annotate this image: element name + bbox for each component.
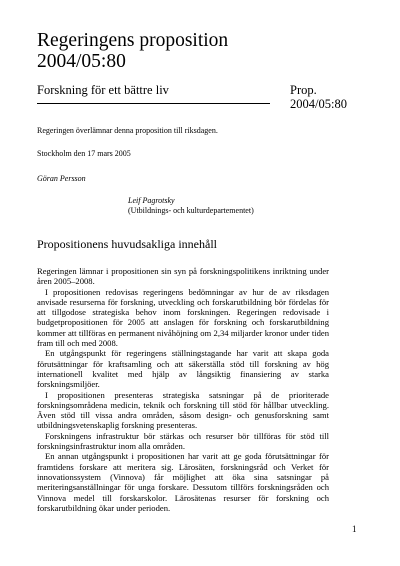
document-title <box>37 30 228 72</box>
title-line-1: Regeringens proposition <box>37 30 229 51</box>
body-paragraph: I propositionen redovisas regeringens bedömningar av hur de av riksdagen anvisade resurserna för forskning, utveckling och forskarutbildning bör fördelas för att tillgodose strategiska behov inom forskningen. Regeringen redovisade i budgetpropositionen för 2005 att anslagen för forskning och forskarutbildning kommer att tillföras en permanent nivåhöjning om 2,34 miljarder kronor under tiden fram till och med 2008. <box>37 286 329 349</box>
body-paragraph: En annan utgångspunkt i propositionen har varit att ge goda förutsättningar för framtidens forskare att meritera sig. Lärosäten, forskningsråd och Verket för innovationssystem (Vinnova) får möjlighet att öka sina satsningar på meriteringsanställningar för unga forskare. Dessutom tillförs forskningsråden och Vinnova medel till forskarskolor. Lärosätenas resurser för forskning och forskarutbildning ökar under perioden. <box>37 451 329 513</box>
prop-label: Prop. <box>290 83 317 97</box>
page-number: 1 <box>352 524 357 534</box>
body-paragraph: Forskningens infrastruktur bör stärkas och resurser bör tillföras för stöd till forskningsinfrastruktur inom alla områden. <box>37 430 329 452</box>
section-body <box>37 266 329 513</box>
document-subtitle: Forskning för ett bättre liv <box>37 83 169 97</box>
intro-statement: Regeringen överlämnar denna proposition till riksdagen. <box>37 126 218 135</box>
prop-reference <box>290 83 347 111</box>
body-paragraph: Regeringen lämnar i propositionen sin syn på forskningspolitikens inriktning under åren 2005–2008. <box>37 266 329 287</box>
prop-number: 2004/05:80 <box>290 97 347 111</box>
title-line-2: 2004/05:80 <box>37 51 126 72</box>
header-rule <box>37 103 270 104</box>
signature-secondary-dept: (Utbildnings- och kulturdepartementet) <box>128 206 254 215</box>
body-paragraph: I propositionen presenteras strategiska satsningar på de prioriterade forskningsområdena medicin, teknik och forskning till stöd för hållbar utveckling. Även stöd till vissa andra områden, såsom design- och genusforskning samt utbildningsvetenskaplig forskning presenteras. <box>37 389 329 431</box>
signature-secondary-name: Leif Pagrotsky <box>128 196 175 205</box>
body-paragraph: En utgångspunkt för regeringens ställningstagande har varit att skapa goda förutsättningar för kraftsamling och att säkerställa stöd till forskning av hög internationell kvalitet med hjälp av långsiktig finansiering av starka forskningsmiljöer. <box>37 348 329 390</box>
intro-date: Stockholm den 17 mars 2005 <box>37 149 131 158</box>
section-heading: Propositionens huvudsakliga innehåll <box>37 237 217 251</box>
signature-secondary <box>128 196 254 216</box>
signature-primary: Göran Persson <box>37 174 86 183</box>
